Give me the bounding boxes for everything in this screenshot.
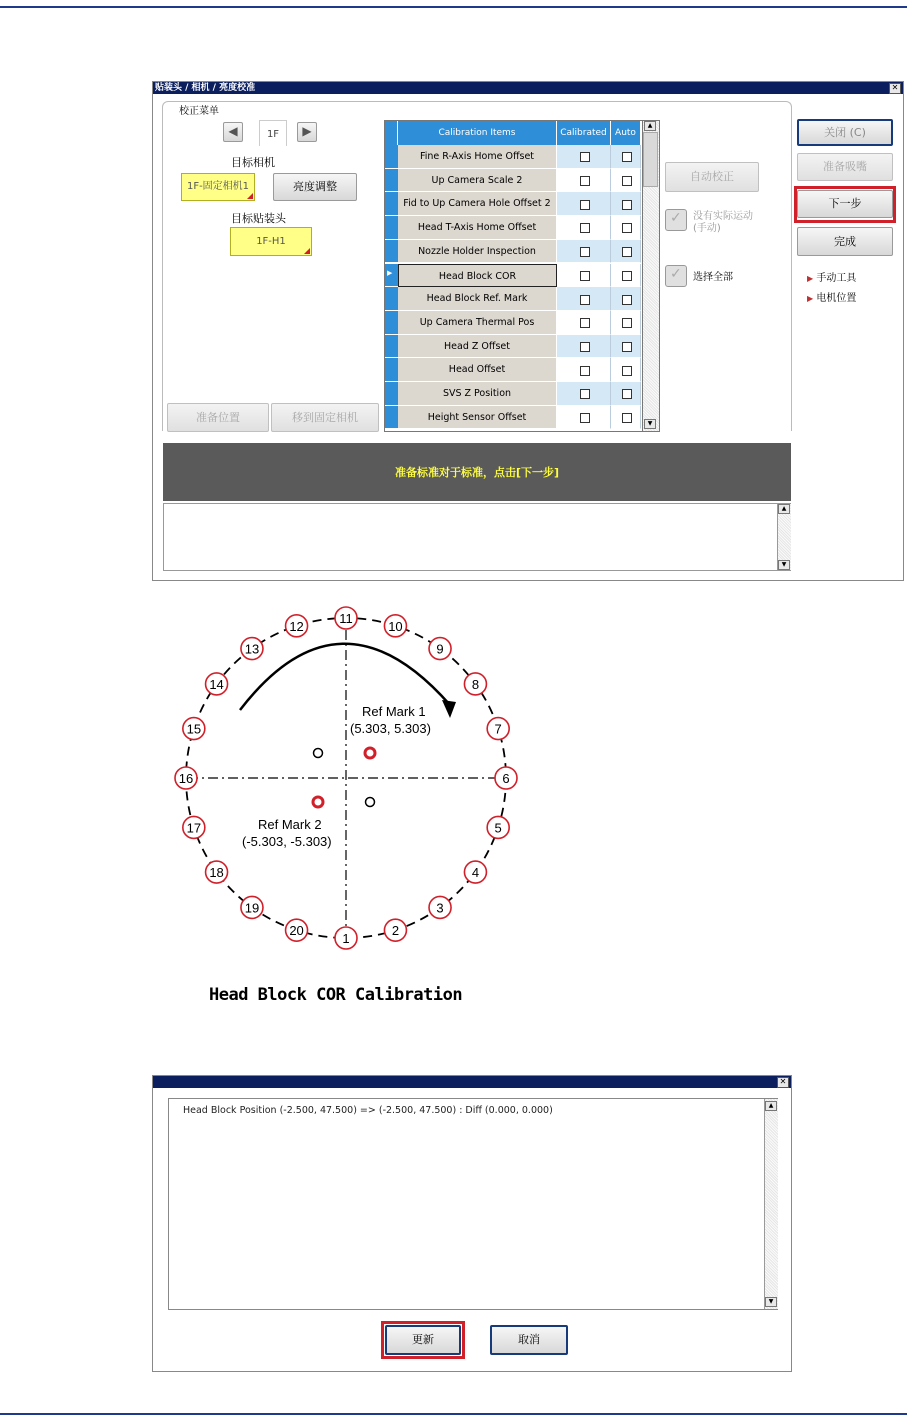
auto-checkbox[interactable] xyxy=(622,295,632,305)
move-to-fixed-camera-button[interactable]: 移到固定相机 xyxy=(271,403,379,432)
target-camera-label: 目标相机 xyxy=(231,156,275,169)
calibrated-cell xyxy=(557,406,611,430)
auto-cell xyxy=(611,358,641,382)
number-marker-label: 20 xyxy=(289,923,304,939)
top-rule xyxy=(0,6,907,8)
no-motion-checkbox[interactable] xyxy=(665,209,687,231)
calibrated-checkbox[interactable] xyxy=(580,271,590,281)
select-all-checkbox[interactable] xyxy=(665,265,687,287)
grid-row[interactable] xyxy=(385,287,643,311)
result-dialog xyxy=(152,1075,792,1372)
target-head-label: 目标贴装头 xyxy=(231,212,286,225)
grid-row[interactable] xyxy=(385,169,643,193)
number-marker-label: 19 xyxy=(244,900,260,916)
auto-checkbox[interactable] xyxy=(622,200,632,210)
row-selector[interactable] xyxy=(385,358,398,382)
number-marker-label: 5 xyxy=(494,820,502,836)
calibrated-checkbox[interactable] xyxy=(580,295,590,305)
bottom-rule xyxy=(0,1413,907,1415)
calibrated-cell xyxy=(557,192,611,216)
calibrated-checkbox[interactable] xyxy=(580,413,590,423)
grid-row[interactable] xyxy=(385,382,643,406)
auto-cell xyxy=(611,287,641,311)
grid-row[interactable] xyxy=(385,311,643,335)
auto-checkbox[interactable] xyxy=(622,389,632,399)
prepare-nozzle-button[interactable]: 准备吸嘴 xyxy=(797,153,893,181)
number-marker-label: 8 xyxy=(471,676,480,692)
target-camera-field[interactable]: 1F-固定相机1 xyxy=(181,173,255,201)
close-button[interactable]: 关闭 (C) xyxy=(797,119,893,146)
auto-cell xyxy=(611,335,641,359)
target-head-field[interactable]: 1F-H1 xyxy=(230,227,312,256)
select-all-label: 选择全部 xyxy=(693,272,733,283)
auto-cell xyxy=(611,311,641,335)
grid-row[interactable] xyxy=(385,335,643,359)
next-step-highlight xyxy=(794,186,896,223)
next-step-button[interactable]: 下一步 xyxy=(797,190,893,218)
number-marker-label: 16 xyxy=(178,771,194,786)
update-button[interactable]: 更新 xyxy=(385,1325,461,1355)
result-log[interactable] xyxy=(168,1098,778,1310)
manual-tool-label: 手动工具 xyxy=(816,273,857,284)
no-motion-label: 没有实际运动 xyxy=(693,211,753,222)
number-marker-label: 15 xyxy=(186,721,202,737)
menu-header: 校正菜单 xyxy=(177,102,221,117)
number-marker-label: 18 xyxy=(209,865,224,881)
auto-checkbox[interactable] xyxy=(622,176,632,186)
ref-mark-2-value: (-5.303, -5.303) xyxy=(242,834,332,849)
hollow-mark-lower xyxy=(366,798,375,807)
calibrated-cell xyxy=(557,311,611,335)
number-marker-label: 1 xyxy=(342,931,350,946)
calibration-item-name: Height Sensor Offset xyxy=(398,406,557,430)
motor-position-link[interactable] xyxy=(807,289,856,304)
row-selector[interactable] xyxy=(385,406,398,430)
grid-row[interactable] xyxy=(385,264,643,288)
calibrated-cell xyxy=(557,287,611,311)
grid-corner xyxy=(385,121,398,145)
calibrated-checkbox[interactable] xyxy=(580,200,590,210)
instruction-text: 准备标准对于标准，点击[下一步] xyxy=(394,466,560,479)
cancel-button[interactable]: 取消 xyxy=(490,1325,568,1355)
auto-cell xyxy=(611,145,641,169)
auto-checkbox[interactable] xyxy=(622,366,632,376)
calibrated-cell xyxy=(557,358,611,382)
calibrated-checkbox[interactable] xyxy=(580,247,590,257)
row-selector[interactable] xyxy=(385,311,398,335)
number-marker-label: 13 xyxy=(244,641,260,657)
row-selector[interactable] xyxy=(385,335,398,359)
calibration-item-name: Head Block Ref. Mark xyxy=(398,287,557,311)
auto-cell xyxy=(611,240,641,264)
calibrated-checkbox[interactable] xyxy=(580,176,590,186)
calibration-item-name: Head Block COR xyxy=(398,264,557,288)
calibration-item-name: Fid to Up Camera Hole Offset 2 xyxy=(398,192,557,216)
number-marker-label: 7 xyxy=(494,721,502,737)
header-calibrated: Calibrated xyxy=(557,121,611,145)
auto-checkbox[interactable] xyxy=(622,271,632,281)
number-marker-label: 9 xyxy=(436,641,444,657)
calibrated-checkbox[interactable] xyxy=(580,389,590,399)
calibrated-checkbox[interactable] xyxy=(580,318,590,328)
next-head-button[interactable]: ▶ xyxy=(297,122,317,142)
ref-mark-1-dot xyxy=(365,748,375,758)
header-auto: Auto xyxy=(611,121,641,145)
calibrated-cell xyxy=(557,145,611,169)
triangle-right-icon: ▶ xyxy=(807,294,814,303)
auto-cell xyxy=(611,169,641,193)
ref-mark-2-label: Ref Mark 2 xyxy=(258,817,322,832)
scroll-down-icon[interactable]: ▼ xyxy=(778,560,790,570)
auto-cell xyxy=(611,406,641,430)
ref-mark-2-dot xyxy=(313,797,323,807)
auto-checkbox[interactable] xyxy=(622,318,632,328)
calibration-item-name: Head Offset xyxy=(398,358,557,382)
result-scrollbar[interactable] xyxy=(764,1099,778,1309)
grid-row[interactable] xyxy=(385,145,643,169)
row-selector[interactable] xyxy=(385,382,398,406)
ref-mark-1-value: (5.303, 5.303) xyxy=(350,721,431,736)
calibrated-checkbox[interactable] xyxy=(580,366,590,376)
calibration-item-name: Fine R-Axis Home Offset xyxy=(398,145,557,169)
auto-checkbox[interactable] xyxy=(622,413,632,423)
calibration-item-name: Head Z Offset xyxy=(398,335,557,359)
scroll-up-icon[interactable]: ▲ xyxy=(778,504,790,514)
calibrated-cell xyxy=(557,240,611,264)
prev-head-button[interactable]: ◀ xyxy=(223,122,243,142)
close-icon[interactable]: ✕ xyxy=(777,1077,789,1088)
calibrated-cell xyxy=(557,382,611,406)
update-highlight xyxy=(381,1321,465,1359)
number-marker-label: 3 xyxy=(436,900,444,916)
row-selector[interactable] xyxy=(385,287,398,311)
header-calibration-items: Calibration Items xyxy=(398,121,557,145)
row-selector[interactable] xyxy=(385,169,398,193)
manual-tool-link[interactable] xyxy=(807,269,856,284)
calibration-item-name: Up Camera Thermal Pos xyxy=(398,311,557,335)
number-marker-label: 17 xyxy=(186,820,202,836)
ref-mark-1-label: Ref Mark 1 xyxy=(362,704,426,719)
calibration-item-name: Nozzle Holder Inspection xyxy=(398,240,557,264)
auto-cell xyxy=(611,216,641,240)
grid-row[interactable] xyxy=(385,216,643,240)
calibrated-checkbox[interactable] xyxy=(580,342,590,352)
number-marker-label: 4 xyxy=(471,865,480,881)
calibrated-cell xyxy=(557,335,611,359)
grid-row[interactable] xyxy=(385,406,643,430)
calibrated-checkbox[interactable] xyxy=(580,223,590,233)
number-marker-label: 14 xyxy=(209,676,224,692)
scroll-up-icon[interactable]: ▲ xyxy=(644,121,656,131)
row-selector[interactable] xyxy=(385,216,398,240)
auto-checkbox[interactable] xyxy=(622,247,632,257)
triangle-right-icon: ▶ xyxy=(807,274,814,283)
calibrated-checkbox[interactable] xyxy=(580,152,590,162)
grid-row[interactable] xyxy=(385,240,643,264)
auto-cell xyxy=(611,192,641,216)
close-icon[interactable]: ✕ xyxy=(889,83,901,94)
auto-cell xyxy=(611,382,641,406)
calibrated-cell xyxy=(557,216,611,240)
arrow-head-icon xyxy=(442,700,456,718)
auto-cell xyxy=(611,264,641,288)
rotation-arrow xyxy=(240,641,450,710)
calibrated-cell xyxy=(557,264,611,288)
no-motion-sub: (手动) xyxy=(693,223,721,234)
prepare-position-button[interactable]: 准备位置 xyxy=(167,403,269,432)
grid-row[interactable] xyxy=(385,358,643,382)
number-marker-label: 6 xyxy=(502,771,510,786)
message-log[interactable] xyxy=(163,503,791,571)
hollow-mark-upper xyxy=(314,749,323,758)
grid-row[interactable] xyxy=(385,192,643,216)
row-selector[interactable] xyxy=(385,192,398,216)
number-marker-label: 10 xyxy=(388,618,403,634)
motor-position-label: 电机位置 xyxy=(816,293,857,304)
auto-checkbox[interactable] xyxy=(622,342,632,352)
dialog-title-bar xyxy=(153,1076,791,1088)
row-selector[interactable] xyxy=(385,264,398,288)
calibration-item-name: Head T-Axis Home Offset xyxy=(398,216,557,240)
row-selector[interactable] xyxy=(385,145,398,169)
result-log-text: Head Block Position (-2.500, 47.500) => (-2.500, 47.500) : Diff (0.000, 0.000) xyxy=(183,1105,553,1116)
calibration-item-name: Up Camera Scale 2 xyxy=(398,169,557,193)
scroll-down-icon[interactable]: ▼ xyxy=(765,1297,777,1307)
head-tab: 1F xyxy=(259,120,287,146)
finish-button[interactable]: 完成 xyxy=(797,227,893,256)
diagram-caption: Head Block COR Calibration xyxy=(209,985,463,1005)
calibration-items-grid xyxy=(384,120,644,432)
auto-checkbox[interactable] xyxy=(622,152,632,162)
auto-checkbox[interactable] xyxy=(622,223,632,233)
number-marker-label: 12 xyxy=(289,618,304,634)
scroll-down-icon[interactable]: ▼ xyxy=(644,419,656,429)
row-selector[interactable] xyxy=(385,240,398,264)
window-title: 贴装头 / 相机 / 亮度校准 xyxy=(153,82,903,94)
number-marker-label: 11 xyxy=(339,611,353,626)
grid-scroll-thumb[interactable] xyxy=(643,132,658,187)
number-marker-label: 2 xyxy=(391,923,400,939)
cor-calibration-diagram xyxy=(150,600,550,1020)
scroll-up-icon[interactable]: ▲ xyxy=(765,1101,777,1111)
auto-calibrate-button[interactable]: 自动校正 xyxy=(665,162,759,192)
brightness-adjust-button[interactable]: 亮度调整 xyxy=(273,173,357,201)
calibrated-cell xyxy=(557,169,611,193)
calibration-item-name: SVS Z Position xyxy=(398,382,557,406)
